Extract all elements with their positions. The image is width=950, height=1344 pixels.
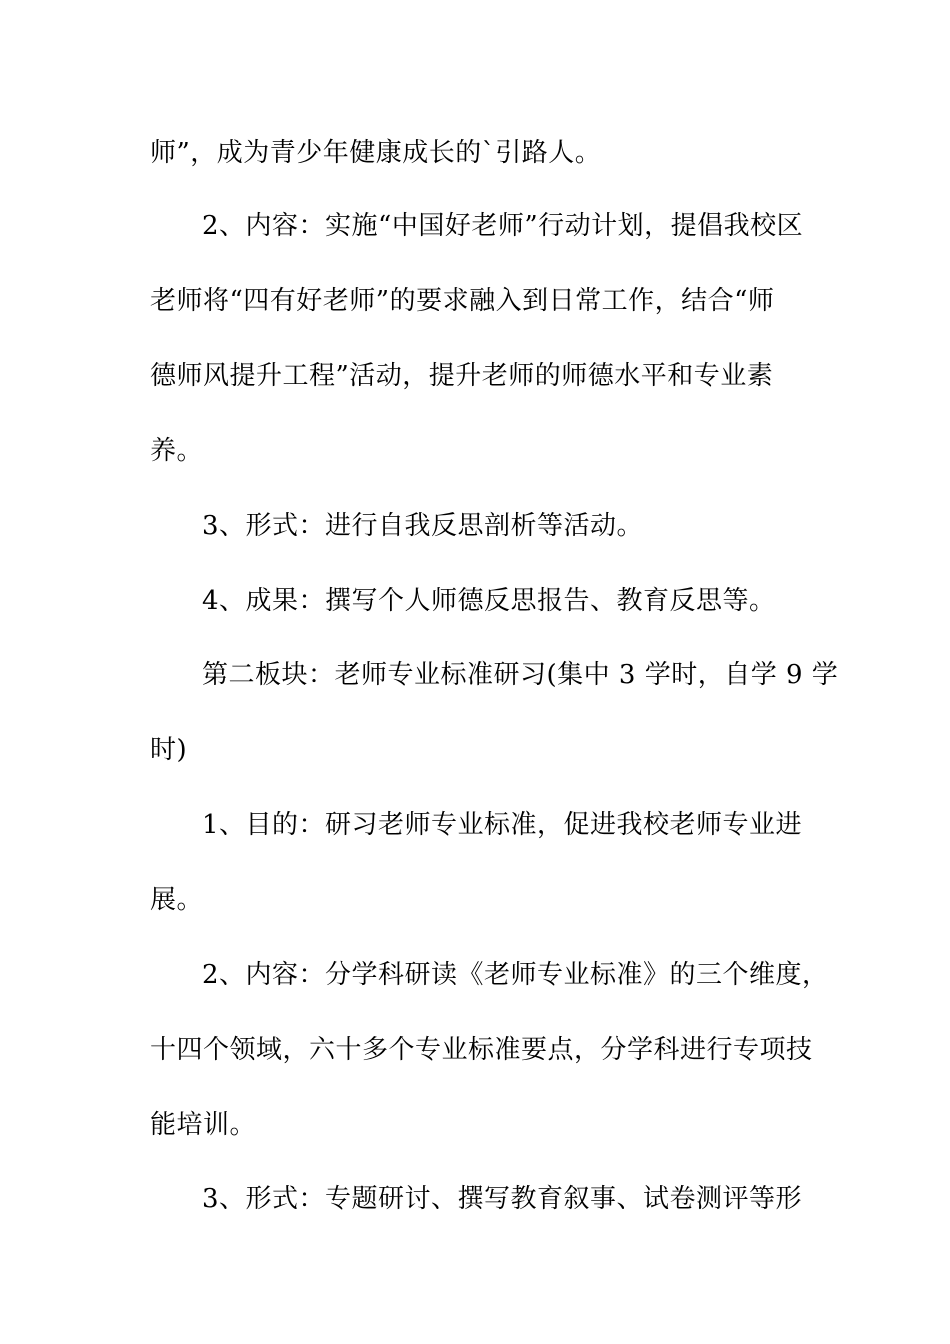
text-line: 德师风提升工程”活动，提升老师的师德水平和专业素 [150,361,774,391]
text-line: 1、目的：研习老师专业标准，促进我校老师专业进 [202,810,803,840]
text-line: 4、成果：撰写个人师德反思报告、教育反思等。 [202,586,776,616]
text-line: 时) [150,735,188,765]
text-line: 师”，成为青少年健康成长的`引路人。 [150,138,602,168]
text-line: 第二板块：老师专业标准研习(集中 3 学时，自学 9 学 [202,660,839,690]
text-line: 养。 [150,436,204,466]
text-line: 老师将“四有好老师”的要求融入到日常工作，结合“师 [150,286,775,316]
text-line: 展。 [150,885,204,915]
text-line: 十四个领域，六十多个专业标准要点，分学科进行专项技 [150,1035,813,1065]
text-line: 3、形式：专题研讨、撰写教育叙事、试卷测评等形 [202,1184,803,1214]
text-line: 2、内容：分学科研读《老师专业标准》的三个维度， [202,960,829,990]
text-line: 能培训。 [150,1110,257,1140]
text-line: 3、形式：进行自我反思剖析等活动。 [202,511,644,541]
text-line: 2、内容：实施“中国好老师”行动计划，提倡我校区 [202,211,804,241]
